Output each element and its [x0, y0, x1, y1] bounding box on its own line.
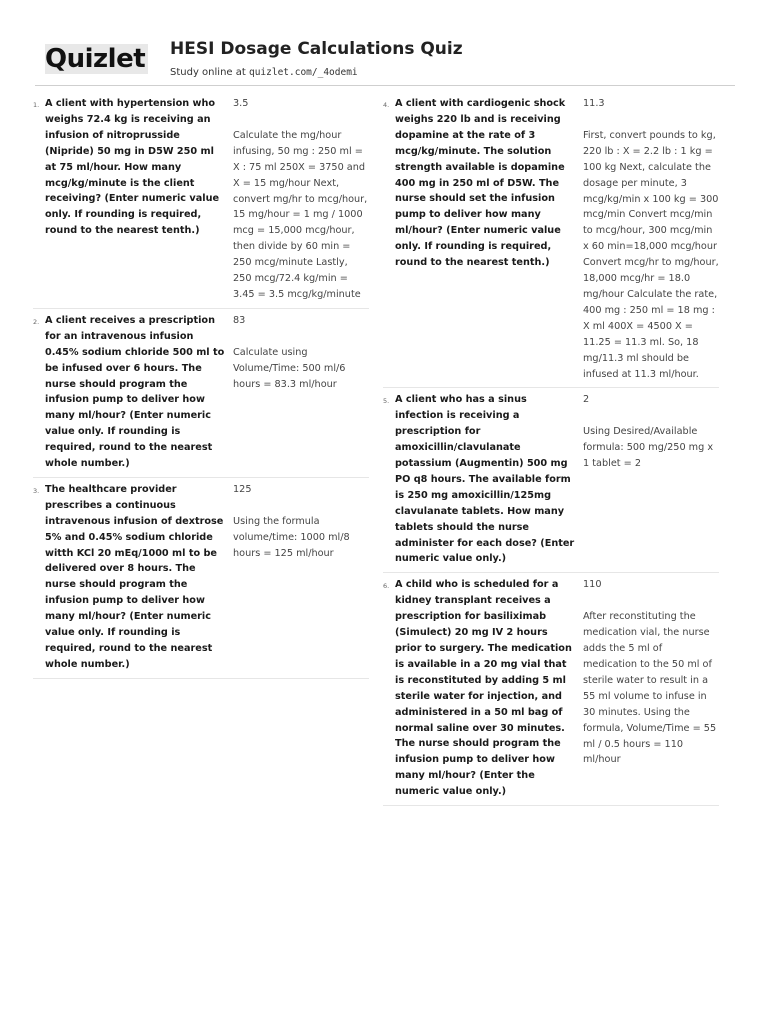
card-question: A client with cardiogenic shock weighs 220 lb and is receiving dopamine at the rate of 3 mcg/kg/minute. The solution strength available is dopamine 400 mg in 250 ml of D5W. The nurse should set the infusion pump to deliver how many ml/hour? (Enter numeric value only. If rounding is required, round to the nearest tenth.)	[395, 98, 566, 269]
card-explanation: Calculate the mg/hour infusing, 50 mg : 250 ml = X : 75 ml 250X = 3750 and X = 15 mg/hour Next, convert mg/hr to mcg/hour, 15 mg/hour = 1 mg / 1000 mcg = 15,000 mcg/hour, then divide by 60 min = 250 mcg/minute Lastly, 250 mcg/72.4 kg/min = 3.45 = 3.5 mcg/kg/minute	[233, 129, 368, 300]
flashcard-5	[383, 392, 719, 573]
card-question: A client receives a prescription for an intravenous infusion 0.45% sodium chloride 500 ml to be infused over 6 hours. The nurse should program the infusion pump to deliver how many ml/hour? (Enter numeric value only. If rounding is required, round to the nearest whole number.)	[45, 314, 225, 470]
card-answer: 3.5	[233, 98, 249, 109]
card-answer-block	[233, 482, 369, 673]
card-answer-block	[233, 96, 369, 303]
card-number: 4.	[383, 101, 390, 109]
card-question: The healthcare provider prescribes a continuous intravenous infusion of dextrose 5% and 0.45% sodium chloride witth KCl 20 mEq/1000 ml to be delivered over 8 hours. The nurse should program the infusion pump to deliver how many ml/hour? (Enter numeric value only. If rounding is required, round to the nearest whole number.)	[45, 483, 224, 670]
flashcard-1	[33, 96, 369, 309]
page-title: HESI Dosage Calculations Quiz	[170, 39, 463, 59]
card-answer-block	[583, 577, 719, 800]
card-answer: 11.3	[583, 98, 605, 109]
flashcard-3	[33, 482, 369, 679]
card-answer: 2	[583, 394, 590, 406]
quizlet-url-link[interactable]: quizlet.com/_4odemi	[248, 67, 358, 78]
card-explanation: After reconstituting the medication vial, the nurse adds the 5 ml of medication to the 50 ml of sterile water to result in a 55 ml volume to infuse in 30 minutes. Using the formula, Volume/Time = 55 ml / 0.5 hours = 110 ml/hour	[583, 611, 717, 766]
card-number: 2.	[33, 317, 40, 326]
card-number: 3.	[33, 486, 40, 495]
card-number: 6.	[383, 582, 390, 591]
card-explanation: Using the formula volume/time: 1000 ml/8 hours = 125 ml/hour	[233, 515, 350, 559]
quizlet-logo: Quizlet	[45, 44, 148, 74]
card-question: A client who has a sinus infection is receiving a prescription for amoxicillin/clavulanate potassium (Augmentin) 500 mg PO q8 hours. The available form is 250 mg amoxicillin/125mg clavulanate tablets. How many tablets should the nurse administer for each dose? (Enter numeric value only.)	[395, 394, 575, 565]
left-column	[33, 96, 369, 683]
card-number: 1.	[33, 101, 40, 109]
card-question: A client with hypertension who weighs 72.4 kg is receiving an infusion of nitroprusside (Nipride) 50 mg in D5W 250 ml at 75 ml/hour. How many mcg/kg/minute is the client receiving? (Enter numeric value only. If rounding is required, round to the nearest tenth.)	[45, 98, 220, 237]
card-answer: 83	[233, 314, 246, 326]
card-explanation: First, convert pounds to kg, 220 lb : X = 2.2 lb : 1 kg = 100 kg Next, calculate the dosage per minute, 3 mcg/kg/min x 100 kg = 300 mcg/min Convert mcg/min to mcg/hour, 300 mcg/min x 60 min=18,000 mcg/hour Convert mcg/hr to mg/hour, 18,000 mcg/hr = 18.0 mg/hour Calculate the rate, 400 mg : 250 ml = 18 mg : X ml 400X = 4500 X = 11.25 = 11.3 ml. So, 18 mg/11.3 ml should be infused at 11.3 ml/hour.	[583, 129, 719, 380]
study-online-line	[170, 67, 358, 78]
flashcard-4	[383, 96, 719, 388]
card-question: A child who is scheduled for a kidney transplant receives a prescription for basiliximab (Simulect) 20 mg IV 2 hours prior to surgery. The medication is available in a 20 mg vial that is reconstituted by adding 5 ml sterile water for injection, and administered in a 50 ml bag of normal saline over 30 minutes. The nurse should program the infusion pump to deliver how many ml/hour? (Enter the numeric value only.)	[395, 579, 572, 798]
card-answer-block	[233, 313, 369, 472]
card-answer: 125	[233, 483, 252, 495]
card-explanation: Calculate using Volume/Time: 500 ml/6 hours = 83.3 ml/hour	[233, 346, 346, 390]
document-header	[45, 36, 735, 86]
card-answer: 110	[583, 579, 602, 591]
right-column	[383, 96, 719, 810]
card-number: 5.	[383, 397, 390, 406]
card-answer-block	[583, 96, 719, 382]
card-answer-block	[583, 392, 719, 567]
flashcard-2	[33, 313, 369, 478]
card-explanation: Using Desired/Available formula: 500 mg/250 mg x 1 tablet = 2	[583, 426, 714, 470]
subtitle-prefix: Study online at	[170, 67, 249, 78]
header-divider	[35, 85, 735, 86]
flashcard-6	[383, 577, 719, 806]
